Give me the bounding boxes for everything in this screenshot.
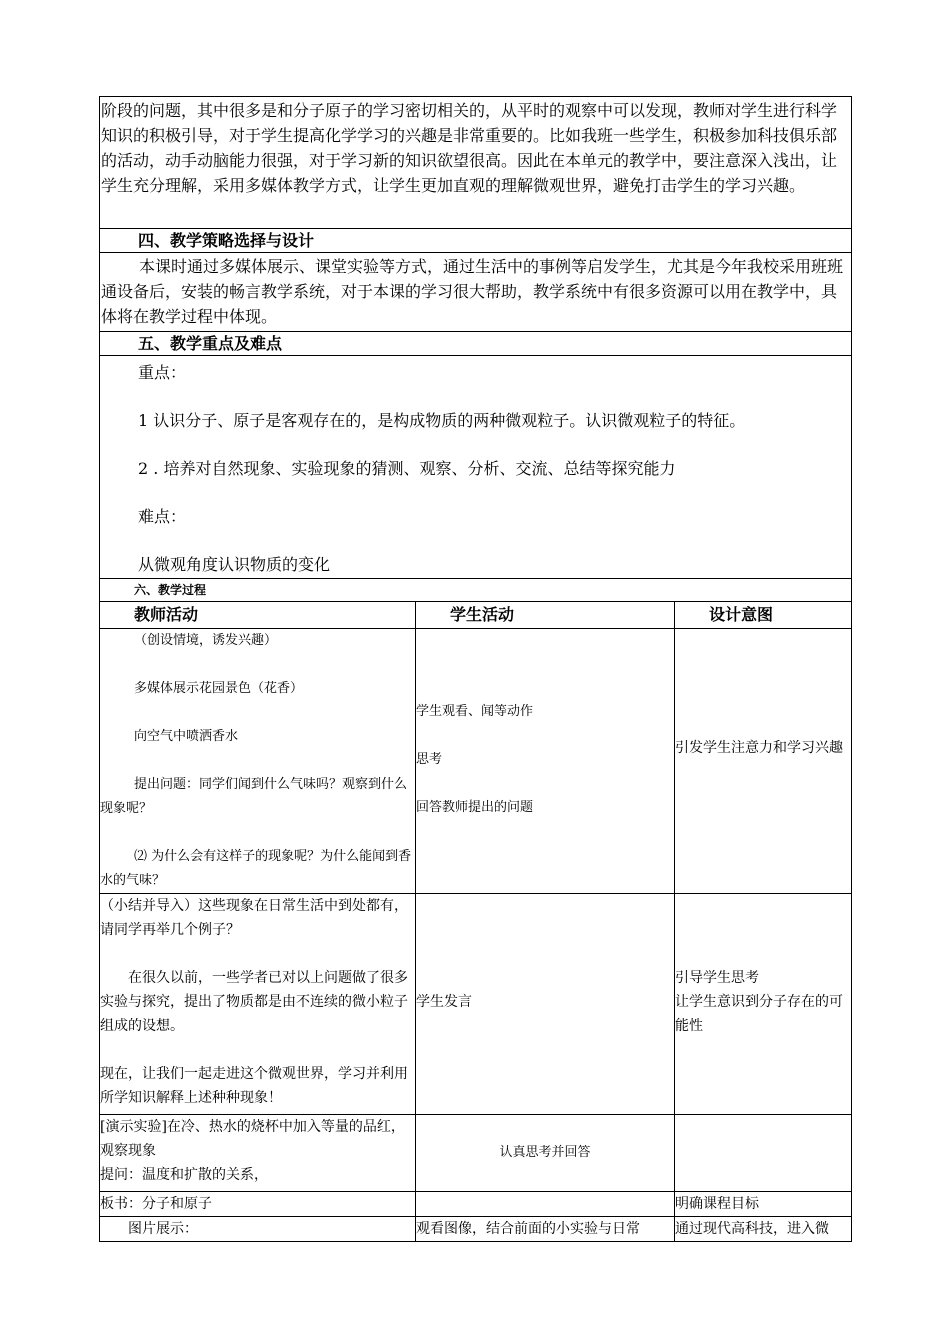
row2-intent [675,894,852,1115]
section4-body: 本课时通过多媒体展示、课堂实验等方式，通过生活中的事例等启发学生，尤其是今年我校采用班班通设备后，安装的畅言教学系统，对于本课的学习很大帮助，教学系统中有很多资源可以用在教学中，具体将在教学过程中体现。 [100,253,852,332]
difficulty-1: 从微观角度认识物质的变化 [138,555,331,574]
key-label: 重点： [138,363,187,382]
section4-heading-row [100,229,852,253]
row2-teacher-line-1: （小结并导入）这些现象在日常生活中到处都有，请同学再举几个例子？ [100,898,408,938]
row4-intent: 明确课程目标 [675,1192,852,1217]
row2-teacher-line-3: 现在，让我们一起走进这个微观世界，学习并利用所学知识解释上述种种现象！ [100,1066,408,1106]
intro-paragraph: 阶段的问题，其中很多是和分子原子的学习密切相关的，从平时的观察中可以发现，教师对学生进行科学知识的积极引导，对于学生提高化学学习的兴趣是非常重要的。比如我班一些学生，积极参加科技俱乐部的活动，动手动脑能力很强，对于学习新的知识欲望很高。因此在本单元的教学中，要注意深入浅出，让学生充分理解，采用多媒体教学方式，让学生更加直观的理解微观世界，避免打击学生的学习兴趣。 [101,101,838,195]
row2-student-text: 学生发言 [416,994,472,1010]
lesson-plan-sheet [99,96,851,1242]
row4-teacher: 板书：分子和原子 [100,1192,416,1217]
col-teacher-activity: 教师活动 [100,602,416,629]
process-row-4 [100,1192,852,1217]
row1-student-line-3: 回答教师提出的问题 [416,800,534,815]
row3-teacher-line-1: [演示实验]在冷、热水的烧杯中加入等量的品红，观察现象 [100,1119,405,1159]
intro-cell [100,97,852,229]
col-student-activity: 学生活动 [416,602,675,629]
row3-intent [675,1115,852,1192]
key-point-2: 2 . 培养对自然现象、实验现象的猜测、观察、分析、交流、总结等探究能力 [138,459,676,478]
process-row-2 [100,894,852,1115]
col-design-intent: 设计意图 [675,602,852,629]
row2-teacher [100,894,416,1115]
intro-row [100,97,852,229]
section5-heading: 五、教学重点及难点 [100,332,852,356]
process-header-row [100,602,852,629]
row2-teacher-line-2: 在很久以前，一些学者已对以上问题做了很多实验与探究，提出了物质都是由不连续的微小粒子组成的设想。 [100,970,408,1034]
row1-teacher-line-4: 提出问题：同学们闻到什么气味吗？观察到什么现象呢？ [100,777,408,816]
row3-student [416,1115,675,1192]
row1-student-line-2: 思考 [416,752,443,767]
row5-teacher: 图片展示： [100,1217,416,1242]
row5-intent: 通过现代高科技，进入微 [675,1217,852,1242]
row1-intent [675,629,852,894]
lesson-plan-table [99,96,852,1242]
row1-teacher [100,629,416,894]
section4-heading: 四、教学策略选择与设计 [100,229,852,253]
row3-teacher [100,1115,416,1192]
section6-heading-row [100,579,852,602]
row2-student [416,894,675,1115]
row1-teacher-line-1: （创设情境，诱发兴趣） [134,633,278,648]
section6-heading: 六、教学过程 [100,579,852,602]
row3-student-text: 认真思考并回答 [499,1145,591,1160]
row1-intent-text: 引发学生注意力和学习兴趣 [675,740,843,756]
process-row-1 [100,629,852,894]
process-row-5 [100,1217,852,1242]
row2-intent-line-1: 引导学生思考 [675,970,759,986]
row3-teacher-line-2: 提问：温度和扩散的关系， [100,1167,268,1183]
row1-teacher-line-5: ⑵ 为什么会有这样子的现象呢？为什么能闻到香水的气味？ [100,849,412,888]
row1-teacher-line-2: 多媒体展示花园景色（花香） [134,681,304,696]
row2-intent-line-2: 让学生意识到分子存在的可能性 [675,994,843,1034]
row4-student [416,1192,675,1217]
row1-teacher-line-3: 向空气中喷洒香水 [134,729,239,744]
process-row-3 [100,1115,852,1192]
section5-heading-row [100,332,852,356]
row1-student-line-1: 学生观看、闻等动作 [416,704,534,719]
section4-body-row [100,253,852,332]
section5-body-row [100,356,852,579]
difficulty-label: 难点： [138,507,187,526]
row5-student: 观看图像，结合前面的小实验与日常 [416,1217,675,1242]
row1-student [416,629,675,894]
key-points-cell [100,356,852,579]
key-point-1: 1 认识分子、原子是客观存在的，是构成物质的两种微观粒子。认识微观粒子的特征。 [138,411,746,430]
